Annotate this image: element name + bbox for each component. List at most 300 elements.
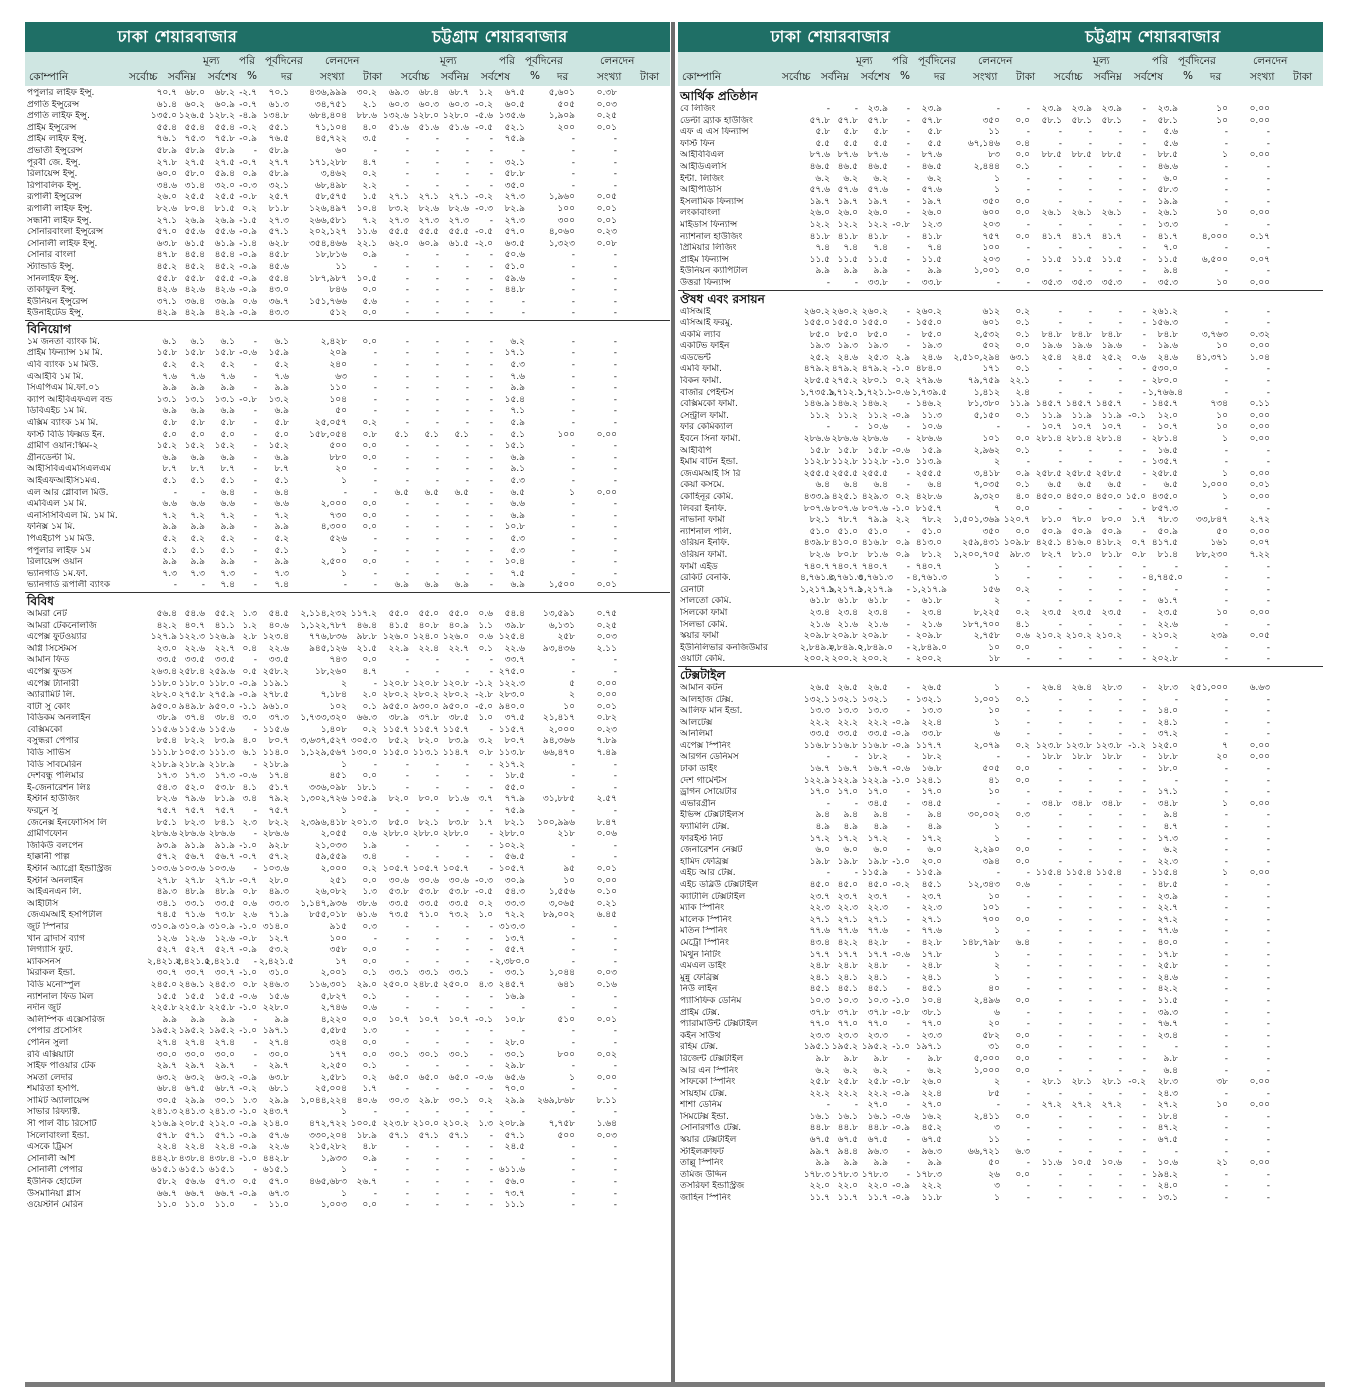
table-row (25, 841, 670, 853)
cse-high: - (405, 771, 409, 782)
cse-low: ১৯.৬ (1071, 341, 1092, 352)
cse-last: - (465, 273, 469, 284)
table-row (678, 341, 1323, 353)
cse-volume: ১০ (1216, 422, 1228, 433)
dse-value: ০.০ (362, 875, 377, 886)
dse-value: - (1026, 219, 1030, 230)
cse-volume: - (571, 308, 575, 319)
dse-value: - (1026, 706, 1030, 717)
cse-change-percent: - (1142, 775, 1146, 786)
dse-volume: ১০২ (329, 701, 347, 712)
cse-previous-close: ২৭৫.০ (498, 666, 525, 677)
table-row (25, 123, 670, 135)
cse-low: ১১.৯ (1071, 410, 1092, 421)
cse-volume: - (571, 759, 575, 770)
dse-low: ৫.১ (190, 545, 205, 556)
cse-volume: ৯৩,৪৩৬ (542, 643, 575, 654)
cse-last: - (465, 145, 469, 156)
cse-high: ১০.৭ (1041, 422, 1062, 433)
cse-low: ৮০.০ (418, 794, 439, 805)
company-name: এপেক্স ফুডস (27, 666, 73, 677)
dse-low: ৩৭.৮ (837, 1007, 858, 1018)
dse-low: ৭৮.৭ (837, 515, 858, 526)
company-name: স্কয়ার ফার্মা (680, 631, 720, 642)
cse-last: - (1118, 880, 1122, 890)
cse-high: ১১৫.০ (382, 748, 409, 759)
dse-last: ৪৩৮.৪ (208, 1153, 235, 1164)
dse-last: ৯.৮ (873, 1053, 888, 1064)
dse-volume: ১,৪১২ (973, 387, 1000, 398)
cse-low: ২১০.০ (412, 1119, 439, 1130)
table-row (678, 1170, 1323, 1182)
dse-volume: ৫০৫ (982, 764, 1000, 775)
cse-value: ০.০০ (1249, 492, 1270, 502)
dse-previous-close: ৯.৪ (927, 810, 942, 821)
cse-volume: - (571, 1200, 575, 1211)
table-row (678, 266, 1323, 278)
cse-change-percent: - (489, 945, 493, 956)
dse-previous-close: ২৬.০ (921, 208, 942, 219)
cse-low: ৮১.০ (1071, 549, 1092, 560)
dse-last: ৮৫.০ (867, 329, 888, 340)
cse-last: - (465, 1003, 469, 1014)
table-row (25, 169, 670, 181)
dse-value: ৩৮.৬ (356, 898, 377, 909)
dse-low: ৪৫.৪ (184, 250, 205, 261)
dse-last: ১৬.৭ (867, 764, 888, 775)
cse-last: - (465, 360, 469, 371)
cse-volume: ১০ (1216, 607, 1228, 618)
cse-last: - (1118, 775, 1122, 786)
cse-last: - (1118, 561, 1122, 572)
dse-volume: ৩৩০,২০৪ (309, 1130, 347, 1141)
dse-previous-close: ৯.৮ (927, 1053, 942, 1064)
dse-volume: ১৭ (335, 956, 347, 967)
dse-last: ১১৫.৬ (208, 724, 235, 735)
cse-change-percent: ১৫.০ (1125, 492, 1146, 502)
company-name: এইচ আর টেক্স. (680, 868, 736, 879)
dse-volume: ১ (994, 822, 1000, 833)
cse-low: - (1088, 185, 1092, 196)
dse-last: ৩৬.৯ (214, 296, 235, 307)
dse-low: ৫৭.১ (184, 1130, 205, 1141)
cse-high: - (405, 1153, 409, 1164)
cse-change-percent: ১.৩ (478, 1119, 493, 1130)
table-row (678, 469, 1323, 481)
dse-value: ০.০ (362, 336, 377, 347)
table-row (678, 174, 1323, 186)
cse-previous-close: ১৩৫.৭ (1151, 457, 1178, 468)
cse-value: - (613, 771, 617, 782)
dse-low: ৩৭.৪ (184, 713, 205, 724)
dse-high: ৭.৪ (815, 243, 830, 254)
dse-volume: ১ (341, 759, 347, 770)
dse-change-percent: -১.০ (892, 995, 910, 1006)
dse-last: ৮১.৯ (214, 794, 235, 805)
cse-low: - (1088, 376, 1092, 387)
cse-low: ২৪.৫ (1071, 352, 1092, 363)
dse-value: ১০৫.৯ (350, 794, 377, 805)
cse-value: - (613, 464, 617, 475)
dse-last: ২৯.৭ (214, 1061, 235, 1072)
cse-high: - (405, 383, 409, 394)
dse-low: ১১২.৮ (831, 457, 858, 468)
cse-change-percent: - (1142, 937, 1146, 948)
dse-low: ৪৭৯.২ (831, 364, 858, 375)
cse-change-percent: - (1142, 880, 1146, 890)
dse-high: ১৪৬.৯ (803, 399, 830, 410)
cse-last: - (1118, 1088, 1122, 1099)
cse-value: - (613, 522, 617, 533)
dse-value: ০.০ (1015, 845, 1030, 856)
dse-high: ২৬.৫ (809, 682, 830, 693)
dse-high: ১১৫.৬ (150, 724, 177, 735)
cse-last: - (1118, 596, 1122, 607)
cse-last: - (465, 1188, 469, 1199)
cse-low: - (1088, 764, 1092, 775)
cse-low: ৫৮.১ (1071, 115, 1092, 126)
dse-last: ৭৩.৮ (214, 910, 235, 921)
cse-change-percent: - (489, 782, 493, 793)
table-row (678, 1193, 1323, 1205)
table-row (25, 557, 670, 569)
dse-last: ৬.৬ (220, 499, 235, 510)
company-name: বিডি মনোস্পুল (27, 979, 81, 990)
cse-volume: - (1224, 810, 1228, 821)
dse-volume: ১ (341, 806, 347, 817)
cse-low: ২৬.১ (1071, 208, 1092, 219)
cse-volume: ২০ (1216, 752, 1228, 763)
dse-previous-close: ১৯৭.১ (915, 1042, 942, 1053)
dse-value: ০.০ (362, 1037, 377, 1048)
col-last: সর্বশেষ (481, 71, 511, 83)
dse-high: ৭৪.৫ (156, 910, 177, 921)
dse-change-percent: -০.৮ (892, 1007, 910, 1018)
table-row (678, 1100, 1323, 1112)
dse-last: ১১২.৮ (861, 457, 888, 468)
dse-last: ২৭.১ (867, 914, 888, 925)
dse-previous-close: ১০.৪ (921, 995, 942, 1006)
cse-low: - (1088, 127, 1092, 138)
cse-volume: - (571, 273, 575, 284)
cse-change-percent: - (489, 285, 493, 296)
table-row (25, 499, 670, 511)
table-row (25, 725, 670, 737)
cse-value: ০.২৫ (596, 111, 617, 122)
dhaka-market-title: ঢাকা শেয়ারবাজার (117, 26, 238, 46)
cse-change-percent: - (1142, 868, 1146, 879)
dse-previous-close: ৪২৮.৬ (915, 492, 942, 502)
table-row (25, 876, 670, 888)
dse-last: ১৯.৩ (867, 341, 888, 352)
dse-low: ৩৬.৪ (184, 296, 205, 307)
cse-low: - (435, 1153, 439, 1164)
dse-high: ১৭.৩ (156, 771, 177, 782)
cse-previous-close: ১২.০ (1157, 410, 1178, 421)
dse-high: ১৭.০ (809, 787, 830, 798)
dse-low: ৪৫.২ (184, 261, 205, 272)
cse-low: - (435, 510, 439, 521)
cse-volume: - (1224, 1123, 1228, 1134)
dse-low: ১৭.২ (837, 833, 858, 844)
dse-change-percent: - (253, 1165, 257, 1176)
dse-previous-close: ২৩.৩ (921, 1030, 942, 1041)
dse-previous-close: ৪৩.৩ (268, 308, 289, 319)
company-name: সিএপিএম মি.ফা.০১ (27, 383, 100, 394)
dse-last: ৬০.৯ (214, 99, 235, 110)
dse-high: ৫.৮ (162, 418, 177, 429)
dse-change-percent: - (253, 568, 257, 579)
cse-previous-close: ২৯.৮ (504, 1061, 525, 1072)
label-trade: লেনদেন (978, 55, 1013, 67)
company-name: ইউনিলিভার কনজিউমার (680, 642, 768, 653)
dse-previous-close: ৪৫.৮ (268, 250, 289, 261)
cse-previous-close: ৬.৯ (510, 452, 525, 463)
dse-high: ৩০.৫ (156, 1095, 177, 1106)
cse-low: - (1088, 161, 1092, 172)
dse-change-percent: - (906, 480, 910, 491)
cse-value: - (1266, 1030, 1270, 1041)
dse-high: ৪৭.৮ (156, 250, 177, 261)
cse-previous-close: ২৪.৫ (504, 1142, 525, 1153)
cse-high: - (405, 1200, 409, 1211)
dse-change-percent: - (906, 1146, 910, 1157)
company-name: এনসিসিবিএল মি. ১ম মি. (27, 510, 118, 521)
cse-last: - (1118, 1019, 1122, 1030)
dse-volume: ৫৮,৫৭৫ (314, 192, 347, 203)
dse-change-percent: -১.৪ (239, 238, 257, 249)
cse-high: ২৬.১ (1041, 208, 1062, 219)
cse-low: ৩৩.৫ (418, 898, 439, 909)
cse-value: ৬.৬৩ (1249, 682, 1270, 693)
company-name: ইউনিয়ন ক্যাপিটাল (680, 266, 748, 277)
cse-volume: - (571, 157, 575, 168)
cse-last: - (1118, 764, 1122, 775)
market-header (25, 22, 670, 52)
cse-value: - (613, 180, 617, 191)
cse-low: ১০.৫ (1071, 1158, 1092, 1169)
dse-value: ১৩০.০ (350, 748, 377, 759)
cse-high: - (1058, 914, 1062, 925)
table-row (25, 372, 670, 384)
table-row (678, 620, 1323, 632)
cse-high: - (1058, 457, 1062, 468)
dse-value: ২২.১ (1009, 376, 1030, 387)
dse-change-percent: - (253, 452, 257, 463)
cse-last: - (1118, 243, 1122, 254)
dse-value: ৬.৪ (1015, 937, 1030, 948)
table-row (25, 644, 670, 656)
dse-low: ৮০.৮ (837, 549, 858, 560)
dse-previous-close: ১১৫.৬ (262, 724, 289, 735)
dse-change-percent: -০.৯ (892, 717, 910, 728)
cse-value: - (1266, 1053, 1270, 1064)
dse-low: ১১.২ (837, 410, 858, 421)
col-value: টাকা (1016, 71, 1036, 83)
dse-previous-close: ৬১.৮ (921, 596, 942, 607)
dse-value: ৪.৭ (362, 157, 377, 168)
dse-high: ১৯.৮ (809, 856, 830, 867)
dse-change-percent: - (253, 545, 257, 556)
dse-last: ১১.০ (214, 1200, 235, 1211)
dse-change-percent: -০.৬ (892, 387, 910, 398)
label-trade: লেনদেন (1253, 55, 1288, 67)
dse-value: ১.৩ (362, 1026, 377, 1037)
dse-value: ০.০ (362, 441, 377, 452)
dse-value: ০.০ (1015, 231, 1030, 242)
table-row (678, 562, 1323, 574)
dse-previous-close: ৮০.৭ (268, 736, 289, 747)
cse-value: - (1266, 1193, 1270, 1204)
dse-change-percent: - (253, 406, 257, 417)
cse-high: - (405, 273, 409, 284)
dse-volume: ২,৫৮১ (320, 1072, 347, 1083)
cse-previous-close: ৩১৩.৩ (498, 921, 525, 932)
company-name: মালেক স্পিনিং (680, 914, 732, 925)
table-row (25, 262, 670, 274)
company-name: গ্রীনডেল্টা মি. (27, 452, 76, 463)
dse-last: ২৫৫.৫ (861, 468, 888, 479)
company-name: লিগ্যাসি ফুট. (27, 945, 74, 956)
dse-last: ২৪১.৩ (208, 1107, 235, 1118)
company-name: এসিআই (680, 306, 711, 317)
dse-value: ৪.১ (1015, 619, 1030, 630)
dse-high: ৪৭৯.২ (803, 364, 830, 375)
company-name: মাইডাস ফিন্যান্স (680, 219, 738, 230)
dse-value: - (1026, 717, 1030, 728)
table-row (25, 609, 670, 621)
dse-previous-close: ৪২.৮ (921, 937, 942, 948)
cse-volume: - (571, 261, 575, 272)
cse-high: ৬.৫ (1047, 480, 1062, 491)
cse-change-percent: - (1142, 891, 1146, 902)
dse-value: - (1026, 254, 1030, 265)
dse-last: ১১৫.৯ (861, 868, 888, 879)
company-name: জিকিউ বলপেন (27, 840, 84, 851)
dse-change-percent: -১.০ (892, 856, 910, 867)
dse-low: ৪৮.৯ (184, 887, 205, 898)
dse-low: ১,৭১২.১ (828, 387, 863, 398)
cse-low: - (435, 771, 439, 782)
dse-high: ৫৭.৮ (156, 1130, 177, 1141)
section-title: বিবিধ (25, 592, 670, 609)
dse-last: ১৫.৮ (214, 348, 235, 359)
dse-high: ৮৭.৬ (809, 150, 830, 161)
dse-volume: ১৮৭,৯৮৭ (309, 273, 347, 284)
table-row (25, 534, 670, 546)
cse-last: - (465, 134, 469, 145)
dse-value: ০.২ (1015, 740, 1030, 751)
table-row (25, 441, 670, 453)
cse-previous-close: ২৪৫.৭ (498, 979, 525, 990)
company-name: জেএমআই হসপিটাল (27, 910, 103, 921)
dse-value: - (373, 806, 377, 817)
dse-change-percent: -০.৯ (239, 227, 257, 238)
dse-low: ২৩.৪ (837, 607, 858, 618)
table-row (678, 608, 1323, 620)
dse-last: ১১১.৩ (208, 748, 235, 759)
cse-previous-close: ৫৪.৩ (504, 887, 525, 898)
cse-last: - (465, 250, 469, 261)
left-column (25, 22, 670, 1377)
cse-value: ০.০৩ (596, 1130, 617, 1141)
cse-value: ০.১৬ (596, 979, 617, 990)
cse-last: ৬.৯ (454, 580, 469, 591)
cse-low: - (435, 759, 439, 770)
cse-volume: - (571, 852, 575, 863)
cse-low: - (1088, 196, 1092, 207)
cse-last: - (1118, 903, 1122, 914)
cse-last: - (1118, 266, 1122, 277)
cse-last: ১২৮.০ (442, 111, 469, 122)
cse-low: - (1088, 822, 1092, 833)
dse-high: ৭৭.০ (809, 1019, 830, 1030)
cse-last: - (465, 759, 469, 770)
table-row (678, 631, 1323, 643)
cse-last: - (465, 1061, 469, 1072)
table-row (25, 760, 670, 772)
dhaka-market-title: ঢাকা শেয়ারবাজার (770, 26, 891, 46)
cse-volume: - (1224, 1007, 1228, 1018)
company-name: সী পার্ল বীচ রিসোর্ট (27, 1119, 97, 1130)
cse-last: ২৫০.০ (442, 979, 469, 990)
cse-previous-close: ৩৩.৩ (504, 898, 525, 909)
cse-volume: - (571, 296, 575, 307)
dse-volume: - (343, 487, 347, 498)
cse-value: ০.২১ (596, 898, 617, 909)
dse-low: ৫৭.৬ (837, 185, 858, 196)
dse-change-percent: -০.৬ (892, 764, 910, 775)
cse-change-percent: - (1142, 1007, 1146, 1018)
cse-previous-close: ৮০.৭ (504, 736, 525, 747)
cse-volume: - (1224, 387, 1228, 398)
dse-value: ০.৯ (362, 250, 377, 261)
dse-previous-close: ৫৭.৬ (268, 1130, 289, 1141)
dse-volume: ১৮ (988, 654, 1000, 665)
dse-change-percent: ২.৯ (895, 352, 910, 363)
dse-low: ৫৫.৬ (184, 227, 205, 238)
cse-value: - (613, 296, 617, 307)
company-name: সেন্ট্রাল ফার্মা. (680, 410, 729, 421)
cse-volume: - (571, 1026, 575, 1037)
cse-change-percent: - (489, 806, 493, 817)
dse-low: ৬.২ (843, 1065, 858, 1076)
dse-value: ১৮.১ (356, 782, 377, 793)
cse-low: - (435, 1026, 439, 1037)
cse-last: - (1118, 1169, 1122, 1180)
dse-low: ৭৫.৭ (184, 806, 205, 817)
dse-last: ২৭৫.৯ (208, 690, 235, 701)
dse-change-percent: - (906, 150, 910, 161)
company-name: সন্ধানী লাইফ ইন্সু. (27, 215, 92, 226)
dse-previous-close: ৩৮.১ (921, 1007, 942, 1018)
cse-last: - (465, 452, 469, 463)
cse-change-percent: - (1142, 1169, 1146, 1180)
cse-change-percent: - (489, 499, 493, 510)
dse-previous-close: ৬.২ (927, 1065, 942, 1076)
table-row (25, 667, 670, 679)
company-name: রিপাবলিক ইন্সু. (27, 180, 82, 191)
cse-high: ৮৫.২ (388, 736, 409, 747)
cse-last: - (465, 418, 469, 429)
table-row (25, 308, 670, 320)
company-name: আমান ফিড (27, 655, 70, 666)
cse-change-percent: ৪.৩ (478, 979, 493, 990)
dse-high: ৭.৩ (162, 568, 177, 579)
dse-previous-close: ২৮৬.৬ (915, 434, 942, 445)
dse-last: ২৬০.২ (861, 306, 888, 317)
cse-previous-close: ৯.৪ (1163, 810, 1178, 821)
